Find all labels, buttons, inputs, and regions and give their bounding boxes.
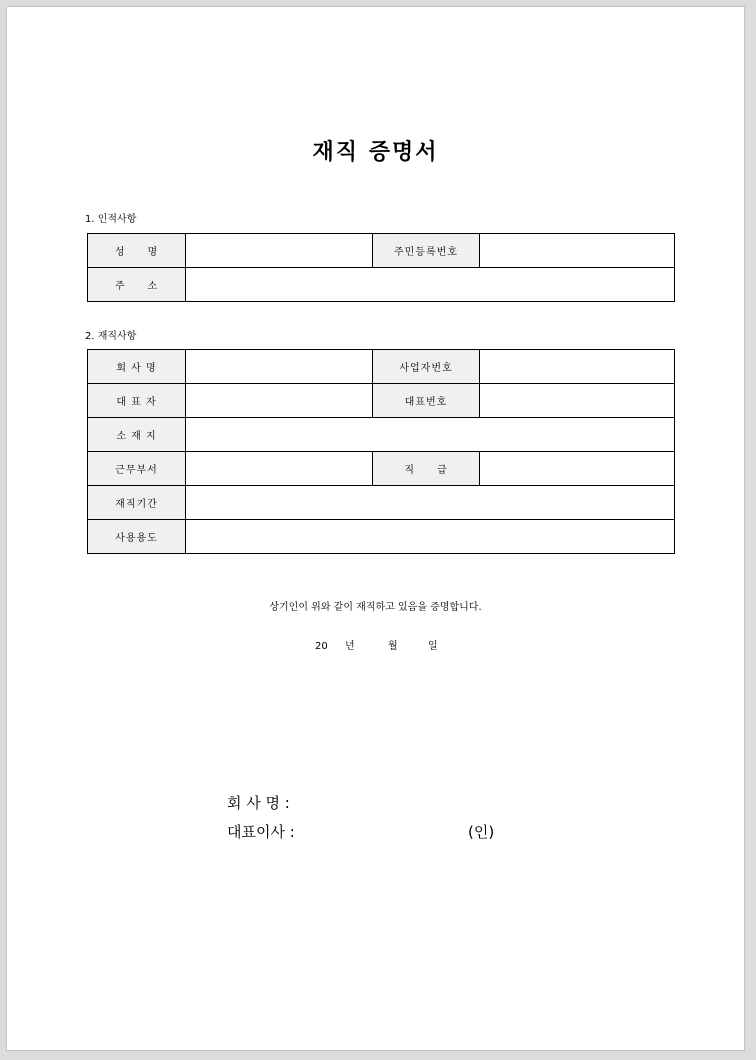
location-value-cell[interactable] xyxy=(186,418,675,452)
position-value-cell[interactable] xyxy=(480,452,675,486)
table-row xyxy=(88,234,675,268)
purpose-value-cell[interactable] xyxy=(186,520,675,554)
issue-date xyxy=(315,637,438,652)
table-row xyxy=(88,418,675,452)
section-employment-info-label: 2. 재직사항 xyxy=(85,331,137,342)
representative-label: 대 표 자 xyxy=(88,384,186,418)
purpose-label: 사용용도 xyxy=(88,520,186,554)
resident-number-value-cell[interactable] xyxy=(480,234,675,268)
table-row xyxy=(88,486,675,520)
name-value-cell[interactable] xyxy=(186,234,373,268)
position-label: 직 급 xyxy=(373,452,480,486)
department-value-cell[interactable] xyxy=(186,452,373,486)
name-label: 성 명 xyxy=(88,234,186,268)
department-label: 근무부서 xyxy=(88,452,186,486)
employment-info-table xyxy=(87,349,675,554)
document-title: 재직 증명서 xyxy=(312,140,439,165)
main-phone-label: 대표번호 xyxy=(373,384,480,418)
business-number-label: 사업자번호 xyxy=(373,350,480,384)
date-day-label: 일 xyxy=(428,641,438,652)
signature-ceo-label: 대표이사 : xyxy=(227,823,295,841)
company-name-value-cell[interactable] xyxy=(186,350,373,384)
resident-number-label: 주민등록번호 xyxy=(373,234,480,268)
table-row xyxy=(88,520,675,554)
representative-value-cell[interactable] xyxy=(186,384,373,418)
table-row xyxy=(88,350,675,384)
company-name-label: 회 사 명 xyxy=(88,350,186,384)
section-personal-info-label: 1. 인적사항 xyxy=(85,214,137,225)
address-label: 주 소 xyxy=(88,268,186,302)
date-month-label: 월 xyxy=(388,641,398,652)
table-row xyxy=(88,452,675,486)
document-page xyxy=(6,6,745,1051)
date-year-prefix: 20 xyxy=(315,641,328,652)
table-row xyxy=(88,384,675,418)
table-row xyxy=(88,268,675,302)
date-year-label: 년 xyxy=(345,641,355,652)
signature-company-label: 회 사 명 : xyxy=(227,794,290,812)
employment-period-value-cell[interactable] xyxy=(186,486,675,520)
main-phone-value-cell[interactable] xyxy=(480,384,675,418)
certification-statement: 상기인이 위와 같이 재직하고 있음을 증명합니다. xyxy=(269,602,482,613)
personal-info-table xyxy=(87,233,675,302)
location-label: 소 재 지 xyxy=(88,418,186,452)
business-number-value-cell[interactable] xyxy=(480,350,675,384)
address-value-cell[interactable] xyxy=(186,268,675,302)
employment-period-label: 재직기간 xyxy=(88,486,186,520)
seal-mark: (인) xyxy=(468,823,495,841)
